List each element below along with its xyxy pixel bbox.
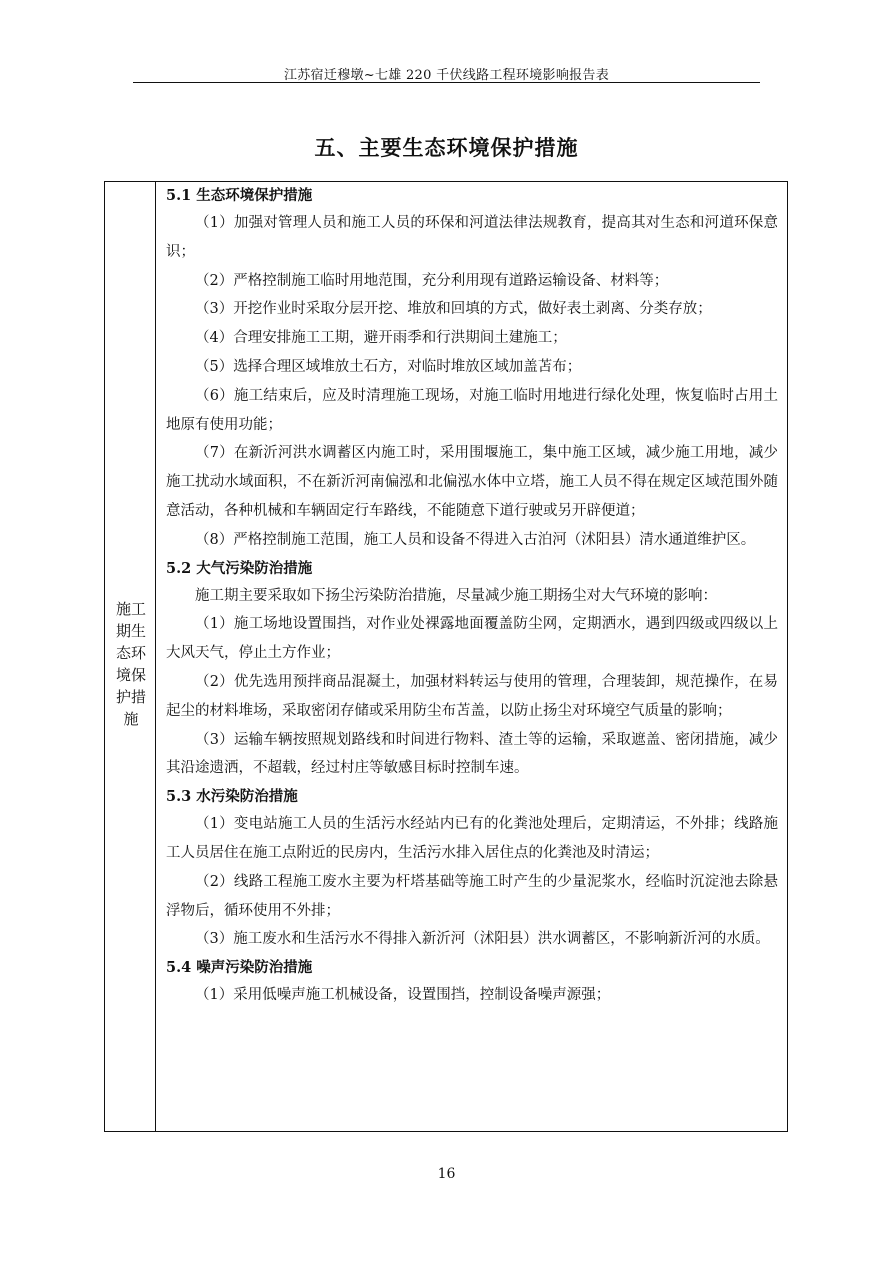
left-column bbox=[105, 182, 156, 1131]
paragraph: （3）运输车辆按照规划路线和时间进行物料、渣土等的运输，采取遮盖、密闭措施，减少其沿途遗洒，不超载，经过村庄等敏感目标时控制车速。 bbox=[166, 731, 778, 777]
paragraph: 施工期主要采取如下扬尘污染防治措施，尽量减少施工期扬尘对大气环境的影响： bbox=[195, 587, 717, 604]
section-5-2 bbox=[166, 555, 778, 784]
section-5-1 bbox=[166, 182, 778, 555]
paragraph: （2）优先选用预拌商品混凝土，加强材料转运与使用的管理，合理装卸，规范操作，在易起尘的材料堆场，采取密闭存储或采用防尘布苫盖，以防止扬尘对环境空气质量的影响； bbox=[166, 673, 778, 719]
paragraph: （3）施工废水和生活污水不得排入新沂河（沭阳县）洪水调蓄区，不影响新沂河的水质。 bbox=[195, 931, 770, 948]
paragraph: （2）线路工程施工废水主要为杆塔基础等施工时产生的少量泥浆水，经临时沉淀池去除悬浮物后，循环使用不外排； bbox=[166, 873, 778, 919]
paragraph: （7）在新沂河洪水调蓄区内施工时，采用围堰施工，集中施工区域，减少施工用地，减少施工扰动水域面积，不在新沂河南偏泓和北偏泓水体中立塔，施工人员不得在规定区域范围外随意活动，各种机械和车辆固定行车路线，不能随意下道行驶或另开辟便道； bbox=[166, 445, 778, 519]
section-heading: 5.1 生态环境保护措施 bbox=[166, 187, 313, 204]
paragraph: （8）严格控制施工范围，施工人员和设备不得进入古泊河（沭阳县）清水通道维护区。 bbox=[195, 531, 756, 548]
paragraph: （6）施工结束后，应及时清理施工现场，对施工临时用地进行绿化处理，恢复临时占用土地原有使用功能； bbox=[166, 387, 778, 433]
section-5-4 bbox=[166, 954, 778, 1010]
paragraph: （1）施工场地设置围挡，对作业处裸露地面覆盖防尘网，定期洒水，遇到四级或四级以上大风天气，停止土方作业； bbox=[166, 616, 778, 662]
page-header: 江苏宿迁穆墩~七雄 220 千伏线路工程环境影响报告表 bbox=[283, 68, 610, 83]
section-5-3 bbox=[166, 783, 778, 954]
section-heading: 5.3 水污染防治措施 bbox=[166, 788, 298, 806]
section-heading: 5.4 噪声污染防治措施 bbox=[166, 959, 313, 977]
content-column bbox=[156, 182, 787, 1010]
paragraph: （5）选择合理区域堆放土石方，对临时堆放区域加盖苫布； bbox=[195, 358, 582, 375]
header-rule bbox=[133, 82, 760, 83]
paragraph: （1）变电站施工人员的生活污水经站内已有的化粪池处理后，定期清运，不外排；线路施工人员居住在施工点附近的民房内，生活污水排入居住点的化粪池及时清运； bbox=[166, 816, 778, 861]
page-number: 16 bbox=[437, 1166, 456, 1182]
paragraph: （3）开挖作业时采取分层开挖、堆放和回填的方式，做好表土剥离、分类存放； bbox=[195, 301, 712, 318]
paragraph: （1）加强对管理人员和施工人员的环保和河道法律法规教育，提高其对生态和河道环保意识； bbox=[166, 215, 778, 260]
paragraph: （4）合理安排施工工期，避开雨季和行洪期间土建施工； bbox=[195, 330, 567, 347]
row-label: 施工期生态环境保护措施 bbox=[115, 600, 146, 728]
paragraph: （2）严格控制施工临时用地范围，充分利用现有道路运输设备、材料等； bbox=[195, 272, 669, 289]
section-title: 五、主要生态环境保护措施 bbox=[314, 136, 579, 160]
measures-table bbox=[104, 181, 788, 1132]
section-heading: 5.2 大气污染防治措施 bbox=[166, 559, 313, 577]
paragraph: （1）采用低噪声施工机械设备，设置围挡，控制设备噪声源强； bbox=[195, 987, 611, 1004]
